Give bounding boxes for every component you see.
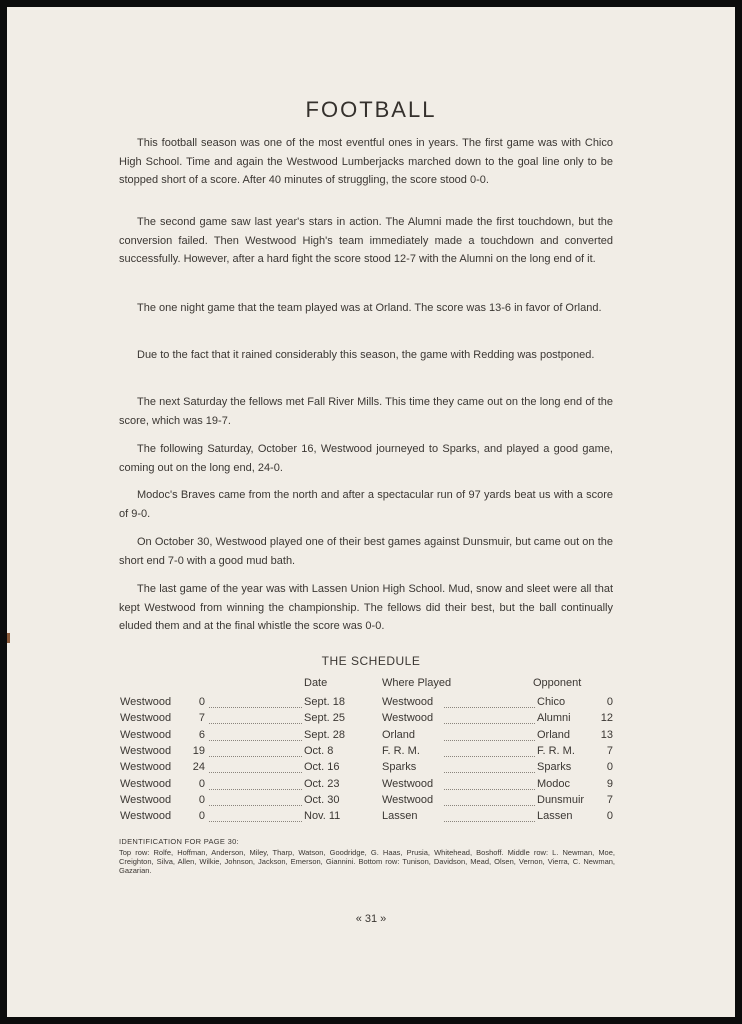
row-team: Westwood	[120, 777, 172, 790]
row-opponent-score: 7	[606, 744, 613, 757]
row-where-played: Lassen	[382, 810, 418, 823]
row-team: Westwood	[120, 793, 172, 806]
row-leader-date	[209, 756, 302, 757]
row-where-played: F. R. M.	[382, 744, 420, 757]
row-team-score: 6	[198, 728, 205, 741]
row-date: Oct. 8	[304, 744, 334, 757]
row-opponent-score: 13	[600, 728, 613, 741]
row-where-played: Westwood	[382, 777, 434, 790]
paragraph-fall-river: The next Saturday the fellows met Fall River Mills. This time they came out on the long end of the score, which was 19-7.	[119, 396, 613, 427]
row-where-played: Sparks	[382, 761, 417, 774]
row-opponent: Alumni	[537, 712, 571, 725]
row-date: Sept. 25	[304, 712, 345, 725]
row-team-score: 7	[198, 712, 205, 725]
row-team: Westwood	[120, 744, 172, 757]
row-team-score: 0	[198, 793, 205, 806]
schedule-row	[7, 729, 735, 745]
schedule-row	[7, 794, 735, 810]
row-where-played: Westwood	[382, 712, 434, 725]
row-opponent-score: 9	[606, 777, 613, 790]
row-leader-opponent	[444, 756, 535, 757]
schedule-title: THE SCHEDULE	[321, 654, 421, 668]
row-team-score: 24	[192, 761, 205, 774]
page-number: « 31 »	[355, 913, 387, 925]
row-team-score: 0	[198, 810, 205, 823]
row-leader-date	[209, 707, 302, 708]
identification-title: IDENTIFICATION FOR PAGE 30:	[119, 837, 239, 846]
row-team: Westwood	[120, 810, 172, 823]
schedule-header-where: Where Played	[382, 677, 452, 689]
row-opponent: Dunsmuir	[537, 793, 585, 806]
paragraph-dunsmuir: On October 30, Westwood played one of their best games against Dunsmuir, but came out on the short end 7-0 with a good mud bath.	[119, 536, 613, 567]
margin-mark	[7, 633, 10, 643]
row-date: Nov. 11	[304, 810, 341, 823]
row-date: Oct. 16	[304, 761, 340, 774]
paragraph-chico: This football season was one of the most eventful ones in years. The first game was with Chico High School. Time and again the Westwood Lumberjacks marched down to the goal line only to be stopped short of a score. After 40 minutes of struggling, the score stood 0-0.	[119, 137, 613, 186]
row-date: Sept. 18	[304, 696, 345, 708]
row-leader-opponent	[444, 707, 535, 708]
paragraph-modoc: Modoc's Braves came from the north and after a spectacular run of 97 yards beat us with a score of 9-0.	[119, 489, 613, 520]
row-opponent-score: 0	[606, 810, 613, 823]
identification-text: Top row: Rolfe, Hoffman, Anderson, Miley, Tharp, Watson, Goodridge, G. Haas, Prusia, Whitehead, Boshoff. Middle row: L. Newman, Moe, Creighton, Silva, Allen, Wilkie, Johnson, Jackson, Emerson, Giannini. Bottom row: Tunison, Davidson, Mead, Olsen, Vernon, Vierra, C. Newman, Gazarian.	[119, 848, 615, 875]
yearbook-page	[7, 7, 735, 1017]
paragraph-alumni: The second game saw last year's stars in action. The Alumni made the first touchdown, but the conversion failed. Then Westwood High's team immediately made a touchdown and converted successfully. However, after a hard fight the score stood 12-7 with the Alumni on the long end of it.	[119, 216, 613, 265]
row-date: Oct. 30	[304, 793, 340, 806]
schedule-row	[7, 761, 735, 777]
row-leader-date	[209, 821, 302, 822]
schedule-row	[7, 745, 735, 761]
row-leader-opponent	[444, 821, 535, 822]
schedule-row	[7, 696, 735, 712]
page-title: FOOTBALL	[305, 97, 437, 122]
row-team: Westwood	[120, 761, 172, 774]
row-opponent: Modoc	[537, 777, 571, 790]
row-leader-date	[209, 805, 302, 806]
paragraph-sparks: The following Saturday, October 16, Westwood journeyed to Sparks, and played a good game, coming out on the long end, 24-0.	[119, 443, 613, 474]
row-leader-date	[209, 723, 302, 724]
row-opponent: Chico	[537, 696, 566, 708]
row-opponent-score: 0	[606, 761, 613, 774]
row-where-played: Orland	[382, 728, 416, 741]
row-date: Oct. 23	[304, 777, 340, 790]
schedule-row	[7, 712, 735, 728]
row-opponent-score: 7	[606, 793, 613, 806]
schedule-row	[7, 778, 735, 794]
row-leader-opponent	[444, 740, 535, 741]
row-leader-opponent	[444, 805, 535, 806]
row-opponent-score: 0	[606, 696, 613, 708]
paragraph-lassen: The last game of the year was with Lassen Union High School. Mud, snow and sleet were all that kept Westwood from winning the championship. The fellows did their best, but the ball continually eluded them and at the final whistle the score was 0-0.	[119, 583, 613, 632]
row-where-played: Westwood	[382, 696, 434, 708]
row-team-score: 0	[198, 777, 205, 790]
row-leader-opponent	[444, 772, 535, 773]
row-leader-date	[209, 789, 302, 790]
schedule-header-opponent: Opponent	[533, 677, 582, 689]
row-where-played: Westwood	[382, 793, 434, 806]
paragraph-orland: The one night game that the team played was at Orland. The score was 13-6 in favor of Orland.	[137, 302, 602, 314]
row-team-score: 19	[192, 744, 205, 757]
row-team: Westwood	[120, 712, 172, 725]
paragraph-redding: Due to the fact that it rained considerably this season, the game with Redding was postponed.	[137, 349, 595, 361]
row-team-score: 0	[198, 696, 205, 708]
schedule-header-date: Date	[304, 677, 328, 689]
row-team: Westwood	[120, 728, 172, 741]
row-opponent: Sparks	[537, 761, 572, 774]
row-opponent-score: 12	[600, 712, 613, 725]
row-leader-date	[209, 772, 302, 773]
row-team: Westwood	[120, 696, 172, 708]
row-opponent: F. R. M.	[537, 744, 575, 757]
row-date: Sept. 28	[304, 728, 345, 741]
row-leader-date	[209, 740, 302, 741]
schedule-row	[7, 810, 735, 826]
row-opponent: Orland	[537, 728, 571, 741]
row-opponent: Lassen	[537, 810, 573, 823]
row-leader-opponent	[444, 723, 535, 724]
row-leader-opponent	[444, 789, 535, 790]
